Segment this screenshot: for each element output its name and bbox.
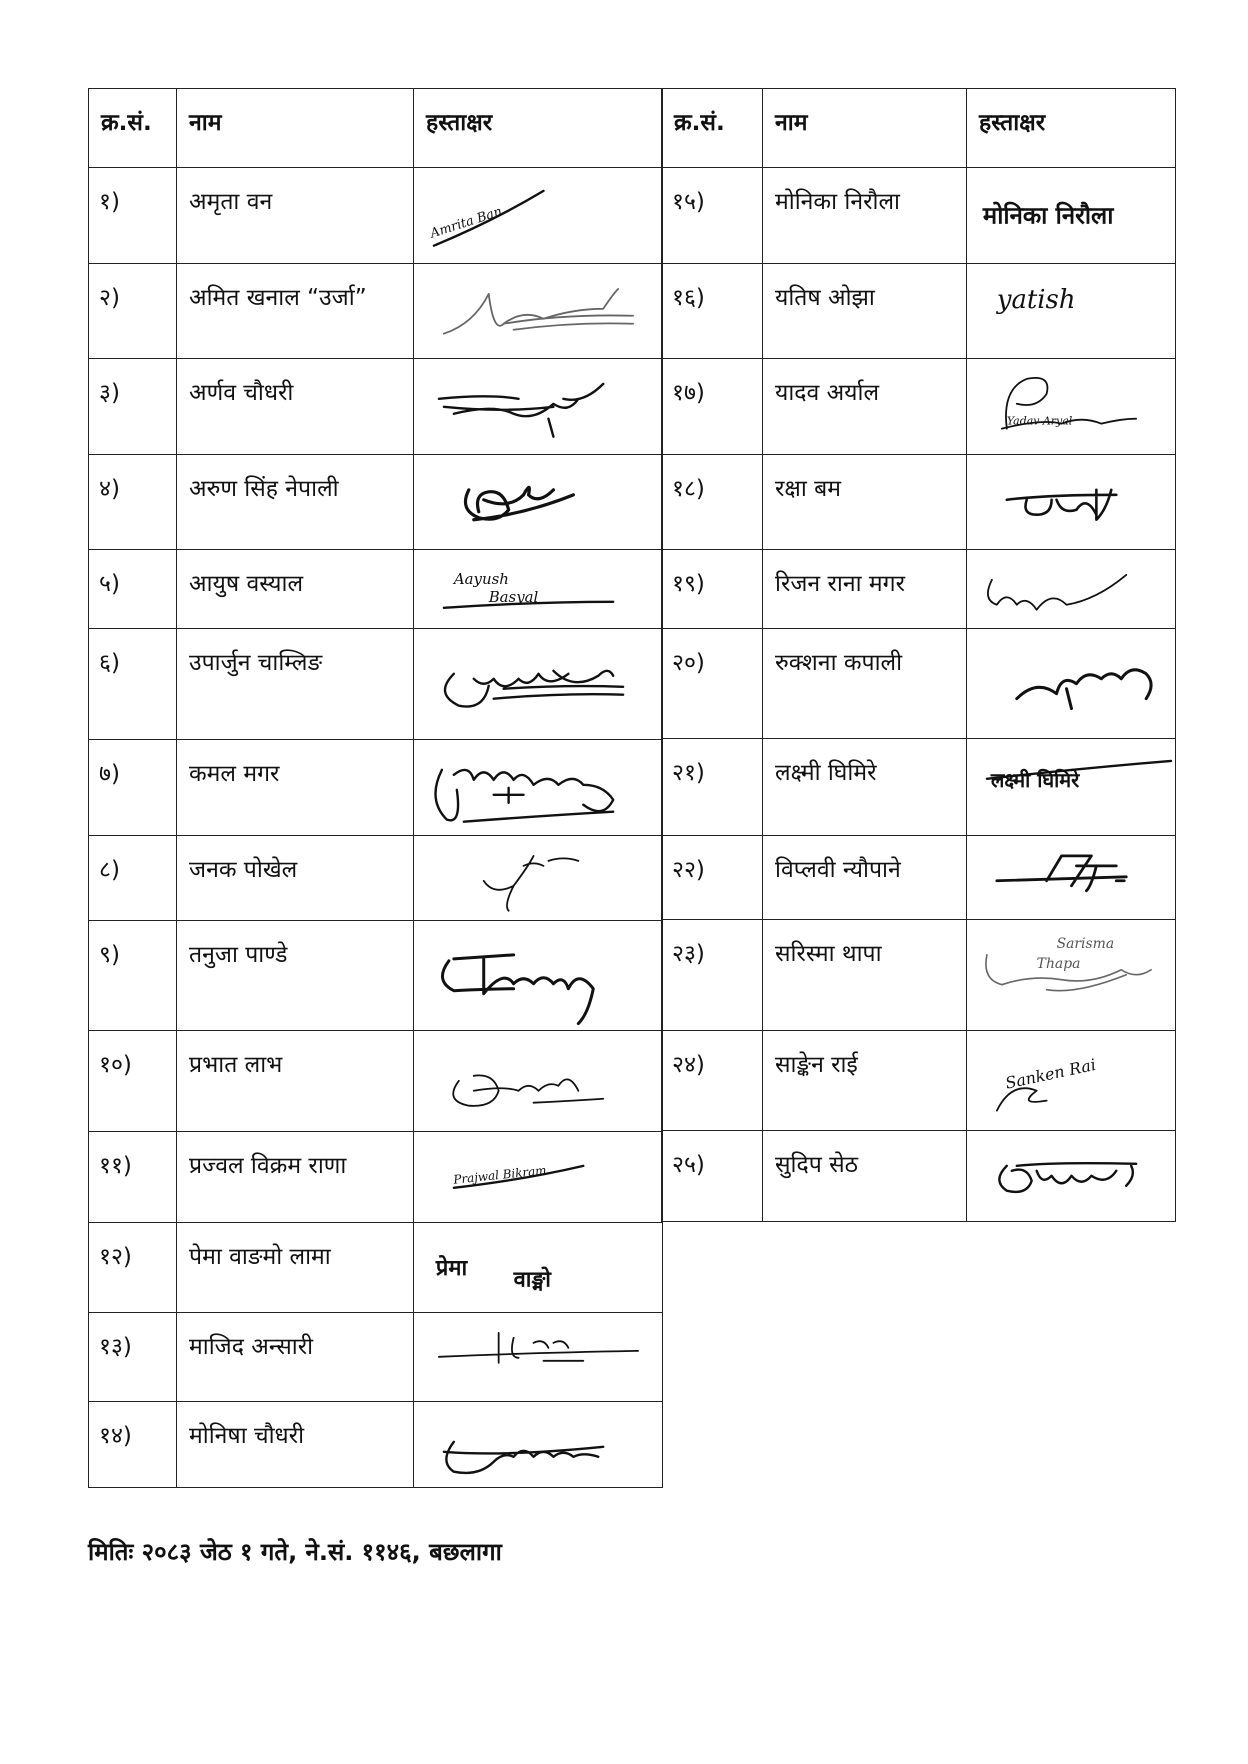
signature-cell <box>414 739 663 836</box>
name-cell: अरुण सिंह नेपाली <box>177 454 414 550</box>
table-row <box>89 836 663 921</box>
name-cell: माजिद अन्सारी <box>177 1313 414 1402</box>
serial-cell: २२) <box>662 835 763 920</box>
name-cell: मोनिषा चौधरी <box>177 1401 414 1487</box>
name-cell: सुदिप सेठ <box>763 1131 967 1222</box>
table-row <box>662 835 1176 920</box>
signature-cell <box>967 168 1176 264</box>
name-cell: रिजन राना मगर <box>763 550 967 629</box>
name-cell: विप्लवी न्यौपाने <box>763 835 967 920</box>
signature-cell <box>967 628 1176 738</box>
table-row <box>89 263 663 359</box>
svg-text:Sarisma: Sarisma <box>1056 936 1115 953</box>
signature-image <box>414 740 662 836</box>
name-cell: मोनिका निरौला <box>763 168 967 264</box>
svg-text:Amrita Ban: Amrita Ban <box>428 204 505 242</box>
signature-image <box>967 359 1175 454</box>
signature-image <box>967 1131 1175 1221</box>
table-row <box>662 168 1176 264</box>
signature-image <box>967 168 1175 263</box>
svg-text:वाङ्मो: वाङ्मो <box>513 1267 551 1293</box>
signature-cell <box>967 1131 1176 1222</box>
signature-cell <box>414 920 663 1031</box>
table-row <box>662 1030 1176 1131</box>
name-cell: पेमा वाङमो लामा <box>177 1222 414 1313</box>
serial-cell: १३) <box>89 1313 177 1402</box>
signature-header: हस्ताक्षर <box>967 89 1176 168</box>
signature-cell <box>414 836 663 921</box>
serial-cell: ९) <box>89 920 177 1031</box>
svg-text:मोनिका निरौला: मोनिका निरौला <box>982 201 1114 230</box>
serial-cell: १७) <box>662 359 763 455</box>
table-row <box>662 454 1176 550</box>
signature-image <box>414 921 662 1031</box>
table-row <box>662 263 1176 359</box>
right-signature-table <box>661 88 1176 1222</box>
signature-image <box>414 629 662 739</box>
table-row <box>662 628 1176 738</box>
svg-text:Yadav Aryal: Yadav Aryal <box>1006 414 1073 428</box>
serial-cell: २४) <box>662 1030 763 1131</box>
serial-cell: ४) <box>89 454 177 550</box>
svg-text:Basyal: Basyal <box>488 588 539 607</box>
table-row <box>89 359 663 455</box>
signature-image <box>414 168 662 263</box>
name-cell: जनक पोखेल <box>177 836 414 921</box>
table-row <box>89 739 663 836</box>
name-cell: तनुजा पाण्डे <box>177 920 414 1031</box>
serial-cell: ७) <box>89 739 177 836</box>
left-signature-table <box>88 88 663 1488</box>
signature-image <box>414 455 662 550</box>
name-cell: आयुष वस्याल <box>177 550 414 629</box>
signature-image <box>414 1313 662 1401</box>
name-cell: प्रभात लाभ <box>177 1031 414 1132</box>
serial-cell: ६) <box>89 629 177 740</box>
serial-cell: २५) <box>662 1131 763 1222</box>
signature-image <box>414 359 662 454</box>
serial-cell: १८) <box>662 454 763 550</box>
serial-cell: ८) <box>89 836 177 921</box>
svg-text:लक्ष्मी घिमिरे: लक्ष्मी घिमिरे <box>990 768 1080 792</box>
signature-image <box>967 455 1175 550</box>
signature-cell <box>967 835 1176 920</box>
serial-cell: ५) <box>89 550 177 629</box>
signature-image <box>414 1132 662 1222</box>
serial-cell: १) <box>89 168 177 264</box>
signature-cell <box>414 263 663 359</box>
name-cell: अमित खनाल “उर्जा” <box>177 263 414 359</box>
table-row <box>89 1132 663 1223</box>
header-row <box>89 89 663 168</box>
name-cell: यादव अर्याल <box>763 359 967 455</box>
name-cell: कमल मगर <box>177 739 414 836</box>
table-row <box>662 1131 1176 1222</box>
table-row <box>89 920 663 1031</box>
signature-cell <box>414 168 663 264</box>
serial-cell: १५) <box>662 168 763 264</box>
name-cell: यतिष ओझा <box>763 263 967 359</box>
signature-cell <box>414 629 663 740</box>
name-header: नाम <box>177 89 414 168</box>
name-header: नाम <box>763 89 967 168</box>
serial-cell: १२) <box>89 1222 177 1313</box>
name-cell: लक्ष्मी घिमिरे <box>763 739 967 836</box>
signature-cell <box>967 454 1176 550</box>
table-row <box>89 1222 663 1313</box>
signature-cell <box>967 263 1176 359</box>
signature-image <box>414 1402 662 1487</box>
signature-image <box>967 739 1175 835</box>
header-row <box>662 89 1176 168</box>
svg-text:प्रेमा: प्रेमा <box>435 1255 468 1281</box>
signature-cell <box>414 1222 663 1313</box>
signature-cell <box>967 1030 1176 1131</box>
signature-header: हस्ताक्षर <box>414 89 663 168</box>
signature-image <box>414 836 662 920</box>
serial-cell: २०) <box>662 628 763 738</box>
signature-cell <box>414 1401 663 1487</box>
signature-cell <box>967 359 1176 455</box>
signature-image <box>967 920 1175 1029</box>
signature-cell <box>414 454 663 550</box>
date-footer: मितिः २०८३ जेठ १ गते, ने.सं. ११४६, बछलागा <box>88 1538 502 1566</box>
signature-image <box>414 264 662 359</box>
serial-cell: ११) <box>89 1132 177 1223</box>
signature-image <box>967 629 1175 738</box>
signature-image <box>967 264 1175 359</box>
name-cell: रुक्शना कपाली <box>763 628 967 738</box>
signature-cell <box>414 1031 663 1132</box>
signature-image <box>414 1031 662 1131</box>
name-cell: अर्णव चौधरी <box>177 359 414 455</box>
signature-image <box>967 1031 1175 1131</box>
table-row <box>662 550 1176 629</box>
serial-cell: १०) <box>89 1031 177 1132</box>
serial-cell: १४) <box>89 1401 177 1487</box>
table-row <box>89 550 663 629</box>
signature-image <box>414 1223 662 1313</box>
svg-text:Sanken Rai: Sanken Rai <box>1003 1054 1098 1093</box>
name-cell: रक्षा बम <box>763 454 967 550</box>
serial-header: क्र.सं. <box>662 89 763 168</box>
signature-cell <box>967 920 1176 1030</box>
table-row <box>89 1313 663 1402</box>
serial-cell: २१) <box>662 739 763 836</box>
serial-cell: ३) <box>89 359 177 455</box>
signature-cell <box>414 1313 663 1402</box>
table-row <box>89 629 663 740</box>
table-row <box>662 739 1176 836</box>
table-row <box>89 1401 663 1487</box>
serial-cell: १९) <box>662 550 763 629</box>
name-cell: अमृता वन <box>177 168 414 264</box>
signature-cell <box>967 739 1176 836</box>
table-row <box>89 1031 663 1132</box>
name-cell: साङ्केन राई <box>763 1030 967 1131</box>
serial-cell: १६) <box>662 263 763 359</box>
serial-cell: २) <box>89 263 177 359</box>
signature-cell <box>414 1132 663 1223</box>
table-row <box>662 920 1176 1030</box>
table-row <box>89 168 663 264</box>
name-cell: सरिस्मा थापा <box>763 920 967 1030</box>
table-row <box>662 359 1176 455</box>
serial-header: क्र.सं. <box>89 89 177 168</box>
svg-text:Aayush: Aayush <box>453 570 509 589</box>
table-row <box>89 454 663 550</box>
signature-cell <box>414 550 663 629</box>
signature-cell <box>967 550 1176 629</box>
svg-text:yatish: yatish <box>996 284 1076 315</box>
name-cell: प्रज्वल विक्रम राणा <box>177 1132 414 1223</box>
svg-text:Prajwal Bikram: Prajwal Bikram <box>452 1163 548 1187</box>
signature-image <box>967 550 1175 628</box>
svg-text:Thapa: Thapa <box>1036 956 1081 973</box>
signature-cell <box>414 359 663 455</box>
serial-cell: २३) <box>662 920 763 1030</box>
signature-image <box>414 550 662 628</box>
signature-image <box>967 836 1175 920</box>
name-cell: उपार्जुन चाम्लिङ <box>177 629 414 740</box>
